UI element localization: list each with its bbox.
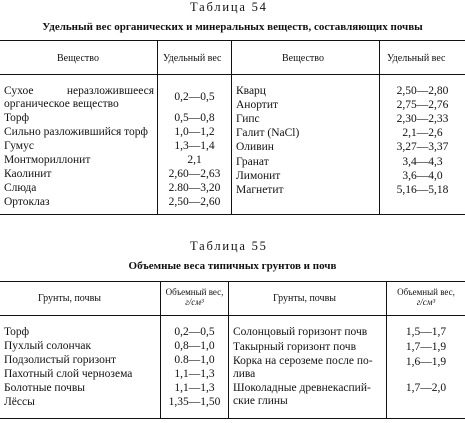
- table-54-row-value: 2,50—2,80: [396, 85, 449, 97]
- table-55-row-name: Лёссы: [4, 396, 35, 408]
- table-54-row-name: Сильно разложившийся торф: [4, 126, 148, 138]
- table-55-row-name: Солонцовый горизонт почв: [233, 326, 368, 338]
- table-55-row-value: 1,6—1,9: [405, 356, 447, 368]
- table-54-col-divider: [231, 40, 232, 214]
- table-54-header-substance: Вещество: [282, 53, 324, 64]
- table-54-row-value: 1,0—1,2: [174, 126, 215, 138]
- table-54-row-value: 3,4—4,3: [402, 156, 443, 168]
- table-54-row-value: 2.80—3,20: [168, 182, 221, 194]
- table-54-row-name: Галит (NaCl): [236, 127, 300, 139]
- table-55-row-name: лива: [233, 368, 256, 380]
- table-54-row-name: Сухое неразложившееся органическое вещество: [4, 85, 154, 110]
- table-54-row-value: 0,2—0,5: [174, 91, 215, 103]
- table-54-row-value: 0,5—0,8: [174, 112, 215, 124]
- table-54-header-substance: Вещество: [57, 53, 99, 64]
- table-54-header-specific-weight: Удельный вес: [163, 53, 222, 64]
- table-55-row-name: Такырный горизонт почв: [233, 341, 357, 353]
- table-55-row-name: Корка на сероземе после по-: [233, 355, 373, 367]
- table-55-row-name: Болотные почвы: [4, 382, 85, 394]
- table-55-row-value: 0,2—0,5: [174, 326, 215, 338]
- table-54-row-value: 2,30—2,33: [396, 113, 449, 125]
- table-55-header-bulk-weight-text: Объемный вес,: [397, 287, 455, 297]
- table-54-top-rule: [0, 40, 465, 41]
- table-55-row-value: 1,7—1,9: [405, 341, 447, 353]
- table-55-header-bulk-weight: [161, 287, 228, 307]
- table-55-col-divider: [228, 281, 229, 418]
- table-55-top-rule: [0, 281, 465, 282]
- table-54-row-name: Монтмориллонит: [4, 154, 91, 166]
- table-54-row-value: 2,75—2,76: [396, 99, 449, 111]
- table-54-row-value: 3,6—4,0: [402, 170, 443, 182]
- table-54-row-name: Каолинит: [4, 168, 52, 180]
- table-54-row-value: 2,60—2,63: [168, 168, 221, 180]
- table-55-row-name: Подзолистый горизонт: [4, 354, 117, 366]
- table-55-header-bulk-weight-text: Объемный вес,: [165, 287, 224, 297]
- table-55-row-name: Шоколадные древнекаспий-: [233, 382, 371, 394]
- table-54-header-rule: [0, 74, 465, 75]
- table-55-header-bulk-weight-unit: г/см³: [185, 297, 204, 307]
- table-55-row-value: 1,1—1,3: [174, 368, 215, 380]
- table-55-row-value: 1,1—1,3: [174, 382, 215, 394]
- table-55-row-value: 1,35—1,50: [168, 396, 221, 408]
- table-55-bottom-rule: [0, 418, 465, 419]
- table-54-row-value: 1,3—1,4: [174, 140, 215, 152]
- table-54-row-value: 2,50—2,60: [168, 196, 221, 208]
- table-55-header-soils: Грунты, почвы: [38, 293, 102, 304]
- table-55-row-value: 0.8—1,0: [174, 354, 215, 366]
- table-55-row-name: Пухлый солончак: [4, 340, 92, 352]
- table-54-row-name: Оливин: [236, 141, 274, 153]
- table-54-title: Удельный вес органических и минеральных веществ, составляющих почвы: [42, 21, 423, 33]
- table-54-row-value: 2,1: [187, 154, 202, 166]
- table-55-row-value: 1,5—1,7: [405, 326, 447, 338]
- table-54-row-name: Анортит: [236, 99, 279, 111]
- table-54-row-value: 5,16—5,18: [396, 184, 449, 196]
- table-55-row-name: ские глины: [233, 395, 288, 407]
- table-54-row-name: Гипс: [236, 113, 260, 125]
- table-54-row-name: Кварц: [236, 85, 266, 97]
- table-54-header-specific-weight: Удельный вес: [387, 53, 446, 64]
- table-55-header-rule: [0, 315, 465, 316]
- table-55-row-name: Пахотный слой чернозема: [4, 368, 133, 380]
- table-55-row-name: Торф: [4, 326, 30, 338]
- table-54-bottom-rule: [0, 214, 465, 215]
- table-54-row-name: Ортоклаз: [4, 196, 50, 208]
- table-54-row-name: Гумус: [4, 140, 34, 152]
- table-54-row-name: Магнетит: [236, 184, 284, 196]
- table-54-row-name: Слюда: [4, 182, 37, 194]
- table-55-label: Таблица 55: [190, 239, 268, 253]
- table-55-title: Объемные веса типичных грунтов и почв: [128, 260, 337, 272]
- table-54-label: Таблица 54: [190, 0, 268, 14]
- table-54-row-name: Торф: [4, 112, 30, 124]
- table-55-header-bulk-weight: [387, 287, 465, 307]
- table-54-row-name: Лимонит: [236, 170, 281, 182]
- table-55-row-value: 1,7—2,0: [405, 382, 447, 394]
- table-55-header-soils: Грунты, почвы: [273, 293, 337, 304]
- table-54-row-name: Гранат: [236, 156, 269, 168]
- table-55-row-value: 0,8—1,0: [174, 340, 215, 352]
- table-54-row-value: 2,1—2,6: [402, 127, 443, 139]
- table-55-header-bulk-weight-unit: г/см³: [416, 297, 436, 307]
- table-54-row-value: 3,27—3,37: [396, 141, 449, 153]
